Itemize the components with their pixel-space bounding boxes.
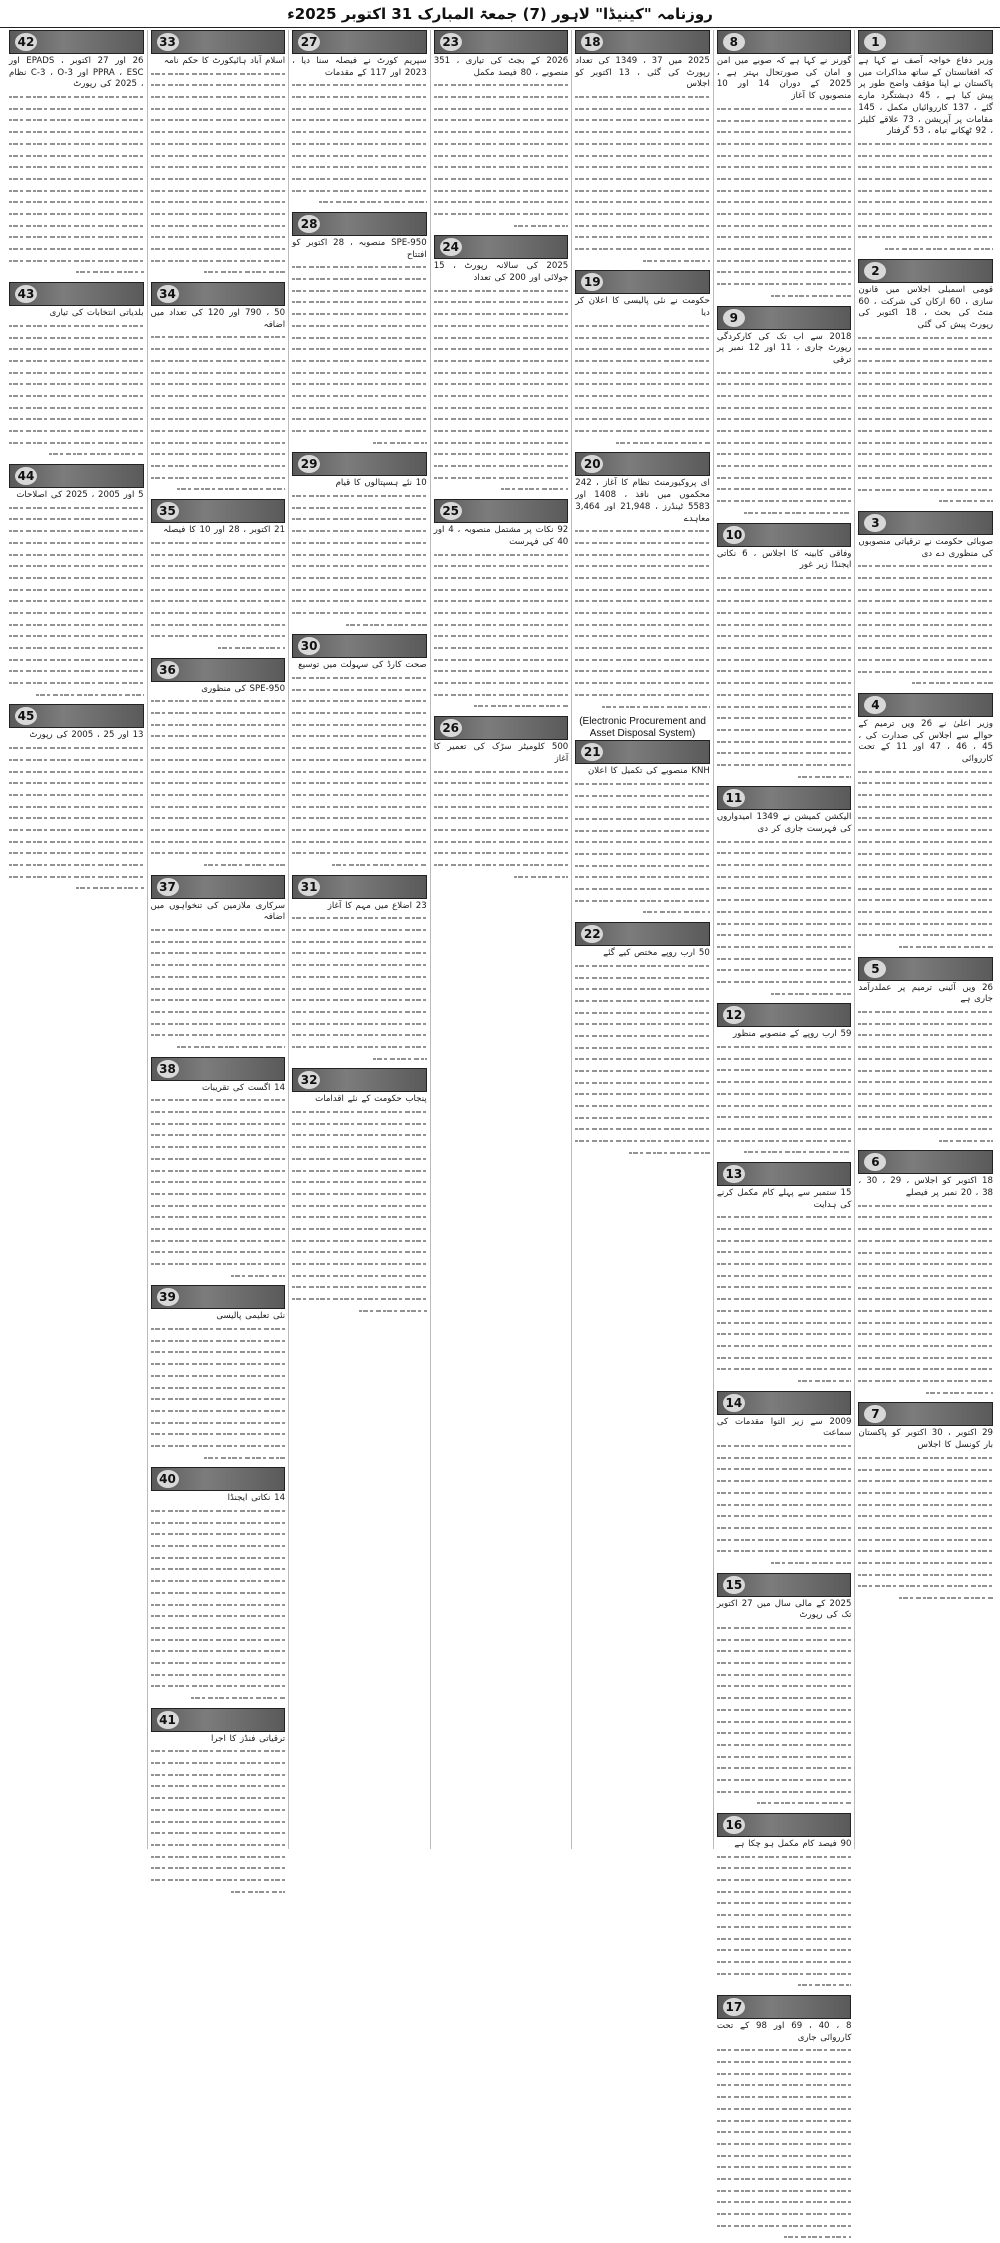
news-item-text: وزیر اعلیٰ نے 26 ویں ترمیم کے حوالے سے اجلاس کی صدارت کی ، 45 ، 46 ، 47 اور 11 کے تحت کارروائی (858, 718, 993, 764)
news-item-body-lines (575, 960, 710, 1159)
news-item (717, 1003, 852, 1158)
news-item (575, 452, 710, 712)
news-item (151, 30, 286, 278)
news-item (9, 30, 144, 278)
news-item (858, 1402, 993, 1603)
news-item-number: 23 (440, 33, 462, 51)
news-item-number: 14 (723, 1394, 745, 1412)
news-item-body-lines (292, 79, 427, 208)
news-item-body-lines (292, 490, 427, 630)
news-item-number: 33 (157, 33, 179, 51)
news-item-header-bar (858, 957, 993, 981)
news-item-header-bar (292, 634, 427, 658)
news-item (575, 270, 710, 448)
news-item-header-bar (858, 511, 993, 535)
news-item (575, 922, 710, 1158)
news-item-number: 45 (15, 707, 37, 725)
news-item-text: 10 نئے ہسپتالوں کا قیام (335, 478, 427, 489)
news-item-header-bar (575, 922, 710, 946)
news-item-body-lines (858, 560, 993, 689)
news-item (717, 30, 852, 302)
news-item (858, 693, 993, 953)
news-item-header-bar (717, 1573, 852, 1597)
news-item (858, 259, 993, 507)
news-item-number: 40 (157, 1470, 179, 1488)
news-item-text: 2009 سے زیر التوا مقدمات کی سماعت (716, 1416, 852, 1439)
news-column-2 (713, 30, 855, 2043)
news-item-header-bar (151, 499, 286, 523)
news-item-text: نئی تعلیمی پالیسی (216, 1311, 286, 1322)
news-item-number: 36 (157, 661, 179, 679)
news-item-header-bar (434, 499, 569, 523)
news-item-number: 22 (581, 925, 603, 943)
news-item-text: ای پروکیورمنٹ نظام کا آغاز ، 242 محکموں میں نافذ ، 1408 اور 5583 ٹینڈرز ، 21,948 اور 3,464 معاہدے (575, 478, 710, 524)
news-item-text: اسلام آباد ہائیکورٹ کا حکم نامہ (163, 56, 286, 66)
news-item-text: قومی اسمبلی اجلاس میں قانون سازی ، 60 ارکان کی شرکت ، 60 منٹ کی بحث ، 18 اکتوبر کی رپورٹ پیش کی گئی (858, 284, 993, 330)
news-column-3 (571, 30, 713, 1849)
news-item-number: 11 (723, 789, 745, 807)
news-item (151, 1057, 286, 1282)
news-item-header-bar (858, 1150, 993, 1174)
news-item-header-bar (717, 1003, 852, 1027)
news-item (717, 1813, 852, 1991)
news-item-header-bar (151, 1057, 286, 1081)
news-item-text: صوبائی حکومت نے ترقیاتی منصوبوں کی منظوری دے دی (858, 536, 993, 559)
news-column-1 (854, 30, 996, 1849)
news-item (292, 212, 427, 448)
news-item-body-lines (151, 1323, 286, 1463)
news-item (717, 306, 852, 519)
latin-text-block: (Electronic Procurement and Asset Disposal System) (579, 716, 706, 740)
news-item-header-bar (151, 658, 286, 682)
news-item-body-lines (292, 261, 427, 448)
news-item-text: 50 ، 790 اور 120 کی تعداد میں اضافہ (150, 308, 286, 330)
news-item-number: 19 (581, 273, 603, 291)
news-item (858, 1150, 993, 1398)
news-item-header-bar (858, 30, 993, 54)
news-item-text: SPE-950 کی منظوری (201, 683, 286, 694)
news-item-number: 10 (723, 526, 745, 544)
news-item-text: 500 کلومیٹر سڑک کی تعمیر کا آغاز (433, 742, 569, 764)
news-item-number: 24 (440, 238, 462, 256)
news-item-text: ترقیاتی فنڈز کا اجرا (211, 1733, 286, 1744)
news-item-number: 15 (723, 1576, 745, 1594)
news-item-number: 32 (298, 1071, 320, 1089)
news-item (434, 30, 569, 231)
news-item-text: صحت کارڈ کی سہولت میں توسیع (298, 660, 427, 671)
news-item-header-bar (151, 282, 286, 306)
news-item-body-lines (9, 742, 144, 894)
news-item-number: 1 (864, 33, 886, 51)
news-item-header-bar (717, 30, 852, 54)
news-item-number: 27 (298, 33, 320, 51)
news-item-body-lines (434, 285, 569, 495)
news-item (575, 740, 710, 918)
news-item-number: 3 (864, 514, 886, 532)
news-item-number: 25 (440, 502, 462, 520)
news-item-text: 13 اور 25 ، 2005 کی رپورٹ (29, 730, 144, 741)
news-item-number: 34 (157, 285, 179, 303)
news-item-body-lines (151, 1505, 286, 1704)
news-item-body-lines (717, 1851, 852, 1991)
news-item-header-bar (717, 1995, 852, 2019)
news-item (151, 875, 286, 1053)
news-item (292, 1068, 427, 1316)
news-item-header-bar (717, 523, 852, 547)
news-item-header-bar (292, 1068, 427, 1092)
news-item-body-lines (575, 525, 710, 712)
news-item-text: پنجاب حکومت کے نئے اقدامات (315, 1094, 427, 1105)
news-item-text: 50 ارب روپے مختص کیے گئے (603, 948, 710, 959)
news-item-header-bar (434, 716, 569, 740)
news-item-header-bar (575, 270, 710, 294)
news-item-body-lines (717, 1440, 852, 1569)
news-item (151, 1708, 286, 1898)
news-item-text: KNH منصوبے کی تکمیل کا اعلان (588, 766, 710, 777)
news-item (292, 452, 427, 630)
news-item-header-bar (575, 740, 710, 764)
news-item-header-bar (151, 30, 286, 54)
page-header: روزنامہ "کینیڈا" لاہور (7) جمعۃ المبارک 31 اکتوبر 2025ء (0, 0, 1000, 28)
news-item-text: 14 نکاتی ایجنڈا (227, 1493, 286, 1504)
news-item (717, 1573, 852, 1809)
news-item-header-bar (717, 786, 852, 810)
news-item-text: بلدیاتی انتخابات کی تیاری (49, 308, 144, 319)
news-item-body-lines (717, 367, 852, 519)
news-item-body-lines (575, 91, 710, 266)
news-item-body-lines (858, 1006, 993, 1146)
news-item-header-bar (9, 30, 144, 54)
news-item-body-lines (858, 1452, 993, 1604)
news-item-body-lines (151, 924, 286, 1053)
news-item-text: سپریم کورٹ نے فیصلہ سنا دیا ، 2023 اور 117 کے مقدمات (292, 56, 427, 78)
news-item (717, 1162, 852, 1387)
news-item-body-lines (292, 1106, 427, 1316)
news-item (292, 634, 427, 870)
news-item-body-lines (575, 320, 710, 449)
news-item-text: 8 ، 40 ، 69 اور 98 کے تحت کارروائی جاری (716, 2020, 852, 2043)
news-item-text: وفاقی کابینہ کا اجلاس ، 6 نکاتی ایجنڈا زیر غور (716, 548, 852, 571)
news-item-number: 29 (298, 455, 320, 473)
news-column-6 (147, 30, 289, 1849)
news-item-number: 41 (157, 1711, 179, 1729)
news-item-header-bar (292, 30, 427, 54)
news-item-number: 2 (864, 262, 886, 280)
news-item-header-bar (151, 875, 286, 899)
news-item-text: 29 اکتوبر ، 30 اکتوبر کو پاکستان بار کونسل کا اجلاس (858, 1428, 993, 1451)
news-item-header-bar (434, 30, 569, 54)
news-item (151, 499, 286, 654)
news-column-5 (288, 30, 430, 1849)
news-item-text: سرکاری ملازمین کی تنخواہوں میں اضافہ (150, 900, 286, 923)
news-item-header-bar (151, 1708, 286, 1732)
news-item-text: 5 اور 2005 ، 2025 کی اصلاحات (16, 490, 144, 501)
news-item (434, 499, 569, 712)
news-item (151, 282, 286, 495)
news-item-number: 7 (864, 1405, 886, 1423)
news-item-body-lines (717, 1211, 852, 1386)
news-item-number: 21 (581, 743, 603, 761)
news-item-text: 15 ستمبر سے پہلے کام مکمل کرنے کی ہدایت (716, 1187, 852, 1210)
news-item-body-lines (151, 1745, 286, 1897)
news-item-body-lines (858, 766, 993, 953)
news-item-text: 2018 سے اب تک کی کارکردگی رپورٹ جاری ، 11 اور 12 نمبر پر ترقی (716, 331, 852, 365)
news-item (434, 235, 569, 495)
news-item (292, 875, 427, 1065)
news-item-number: 8 (723, 33, 745, 51)
news-item-body-lines (292, 672, 427, 871)
news-item-body-lines (858, 1200, 993, 1399)
news-column-4 (430, 30, 572, 1849)
news-item-header-bar (151, 1285, 286, 1309)
news-item-text: 18 اکتوبر کو اجلاس ، 29 ، 30 ، 38 ، 20 نمبر پر فیصلے (858, 1176, 993, 1199)
news-item-text: 26 اور 27 اکتوبر ، EPADS اور PPRA ، ESC اور C-3 ، O-3 نظام ، 2025 کی رپورٹ (8, 56, 144, 90)
news-item-body-lines (9, 502, 144, 701)
news-item-text: 26 ویں آئینی ترمیم پر عملدرآمد جاری ہے (858, 982, 993, 1005)
news-item-text: 21 اکتوبر ، 28 اور 10 کا فیصلہ (163, 525, 286, 536)
news-item-number: 5 (864, 960, 886, 978)
news-item-body-lines (858, 138, 993, 255)
news-item-number: 44 (15, 467, 37, 485)
news-item-number: 28 (298, 215, 320, 233)
news-item-body-lines (717, 836, 852, 1000)
news-item-body-lines (151, 537, 286, 654)
news-item-text: 2025 میں 37 ، 1349 کی تعداد رپورٹ کی گئی ، 13 اکتوبر کو اجلاس (575, 56, 710, 90)
news-item-body-lines (434, 79, 569, 231)
news-item-body-lines (434, 766, 569, 883)
news-item-number: 6 (864, 1153, 886, 1171)
news-item-number: 37 (157, 878, 179, 896)
news-item (151, 1467, 286, 1703)
news-item-number: 35 (157, 502, 179, 520)
news-item-body-lines (9, 320, 144, 460)
news-item-header-bar (858, 693, 993, 717)
news-item-number: 20 (581, 455, 603, 473)
news-item-number: 30 (298, 637, 320, 655)
news-item-body-lines (434, 549, 569, 713)
news-item-number: 42 (15, 33, 37, 51)
news-item (717, 1391, 852, 1569)
news-item (575, 30, 710, 266)
news-item-number: 16 (723, 1816, 745, 1834)
news-item-body-lines (717, 103, 852, 302)
news-item-body-lines (575, 778, 710, 918)
news-item-text: 2026 کے بجٹ کی تیاری ، 351 منصوبے ، 80 فیصد مکمل (433, 56, 569, 78)
news-item-body-lines (717, 572, 852, 782)
news-item-header-bar (717, 1813, 852, 1837)
news-item (858, 511, 993, 689)
news-item-body-lines (151, 695, 286, 870)
news-item-body-lines (151, 331, 286, 495)
news-item-header-bar (717, 1391, 852, 1415)
news-item-body-lines (858, 332, 993, 507)
news-item-text: SPE-950 منصوبہ ، 28 اکتوبر کو افتتاح (292, 237, 427, 260)
news-item-text: 2025 کی سالانہ رپورٹ ، 15 جولائی اور 200 کی تعداد (433, 261, 569, 284)
news-item-number: 26 (440, 719, 462, 737)
news-item-text: گورنر نے کہا ہے کہ صوبے میں امن و امان کی صورتحال بہتر ہے ، 2025 کے دوران 14 اور 10 منصوبوں کا آغاز (716, 56, 852, 102)
news-item-text: 59 ارب روپے کے منصوبے منظور (732, 1029, 852, 1040)
news-item-body-lines (717, 2044, 852, 2243)
news-item (9, 704, 144, 894)
news-item-body-lines (9, 91, 144, 278)
news-item-number: 38 (157, 1060, 179, 1078)
news-item-number: 43 (15, 285, 37, 303)
news-item (717, 786, 852, 999)
news-columns (6, 30, 996, 2043)
news-item-header-bar (292, 875, 427, 899)
news-item-number: 17 (723, 1998, 745, 2016)
news-item-number: 13 (723, 1165, 745, 1183)
news-item (717, 1995, 852, 2243)
news-item-header-bar (9, 282, 144, 306)
news-item-header-bar (575, 30, 710, 54)
news-item-header-bar (858, 259, 993, 283)
news-item-header-bar (717, 1162, 852, 1186)
news-item-header-bar (858, 1402, 993, 1426)
news-item-header-bar (9, 464, 144, 488)
news-item-text: 23 اضلاع میں مہم کا آغاز (327, 900, 427, 911)
news-item (434, 716, 569, 882)
news-item-number: 18 (581, 33, 603, 51)
news-item-number: 31 (298, 878, 320, 896)
news-item-header-bar (575, 452, 710, 476)
news-item-number: 4 (864, 696, 886, 714)
news-item (858, 30, 993, 255)
news-item-header-bar (434, 235, 569, 259)
news-item (717, 523, 852, 783)
news-item (151, 658, 286, 871)
news-item-header-bar (292, 212, 427, 236)
news-item-text: وزیر دفاع خواجہ آصف نے کہا ہے کہ افغانستان کے ساتھ مذاکرات میں پاکستان نے اپنا مؤقف واضح طور پر پیش کیا ہے ، 45 دہشتگرد مارے گئے ، 137 کارروائیاں مکمل ، 145 مقامات پر آپریشن ، 73 علاقے کلیئر ، 92 ٹھکانے تباہ ، 53 گرفتار (858, 56, 993, 137)
news-item-number: 9 (723, 309, 745, 327)
news-item (292, 30, 427, 208)
news-item-header-bar (292, 452, 427, 476)
news-item-text: الیکشن کمیشن نے 1349 امیدواروں کی فہرست جاری کر دی (716, 812, 852, 835)
news-item-body-lines (717, 1041, 852, 1158)
news-item-text: 2025 کے مالی سال میں 27 اکتوبر تک کی رپورٹ (716, 1598, 852, 1621)
news-item-body-lines (151, 1094, 286, 1281)
news-item (9, 464, 144, 700)
news-item-header-bar (9, 704, 144, 728)
news-item-body-lines (151, 68, 286, 278)
news-item (858, 957, 993, 1147)
news-item-text: 14 اگست کی تقریبات (201, 1082, 286, 1093)
news-item-text: 92 نکات پر مشتمل منصوبہ ، 4 اور 40 کی فہرست (433, 525, 569, 547)
news-item-number: 39 (157, 1288, 179, 1306)
news-item-text: حکومت نے نئی پالیسی کا اعلان کر دیا (575, 296, 710, 319)
news-item-number: 12 (723, 1006, 745, 1024)
news-item (9, 282, 144, 460)
news-column-7 (6, 30, 147, 1849)
news-item-body-lines (292, 912, 427, 1064)
news-item-header-bar (717, 306, 852, 330)
news-item-text: 90 فیصد کام مکمل ہو چکا ہے (734, 1839, 852, 1850)
news-item-body-lines (717, 1622, 852, 1809)
news-item-header-bar (151, 1467, 286, 1491)
news-item (151, 1285, 286, 1463)
